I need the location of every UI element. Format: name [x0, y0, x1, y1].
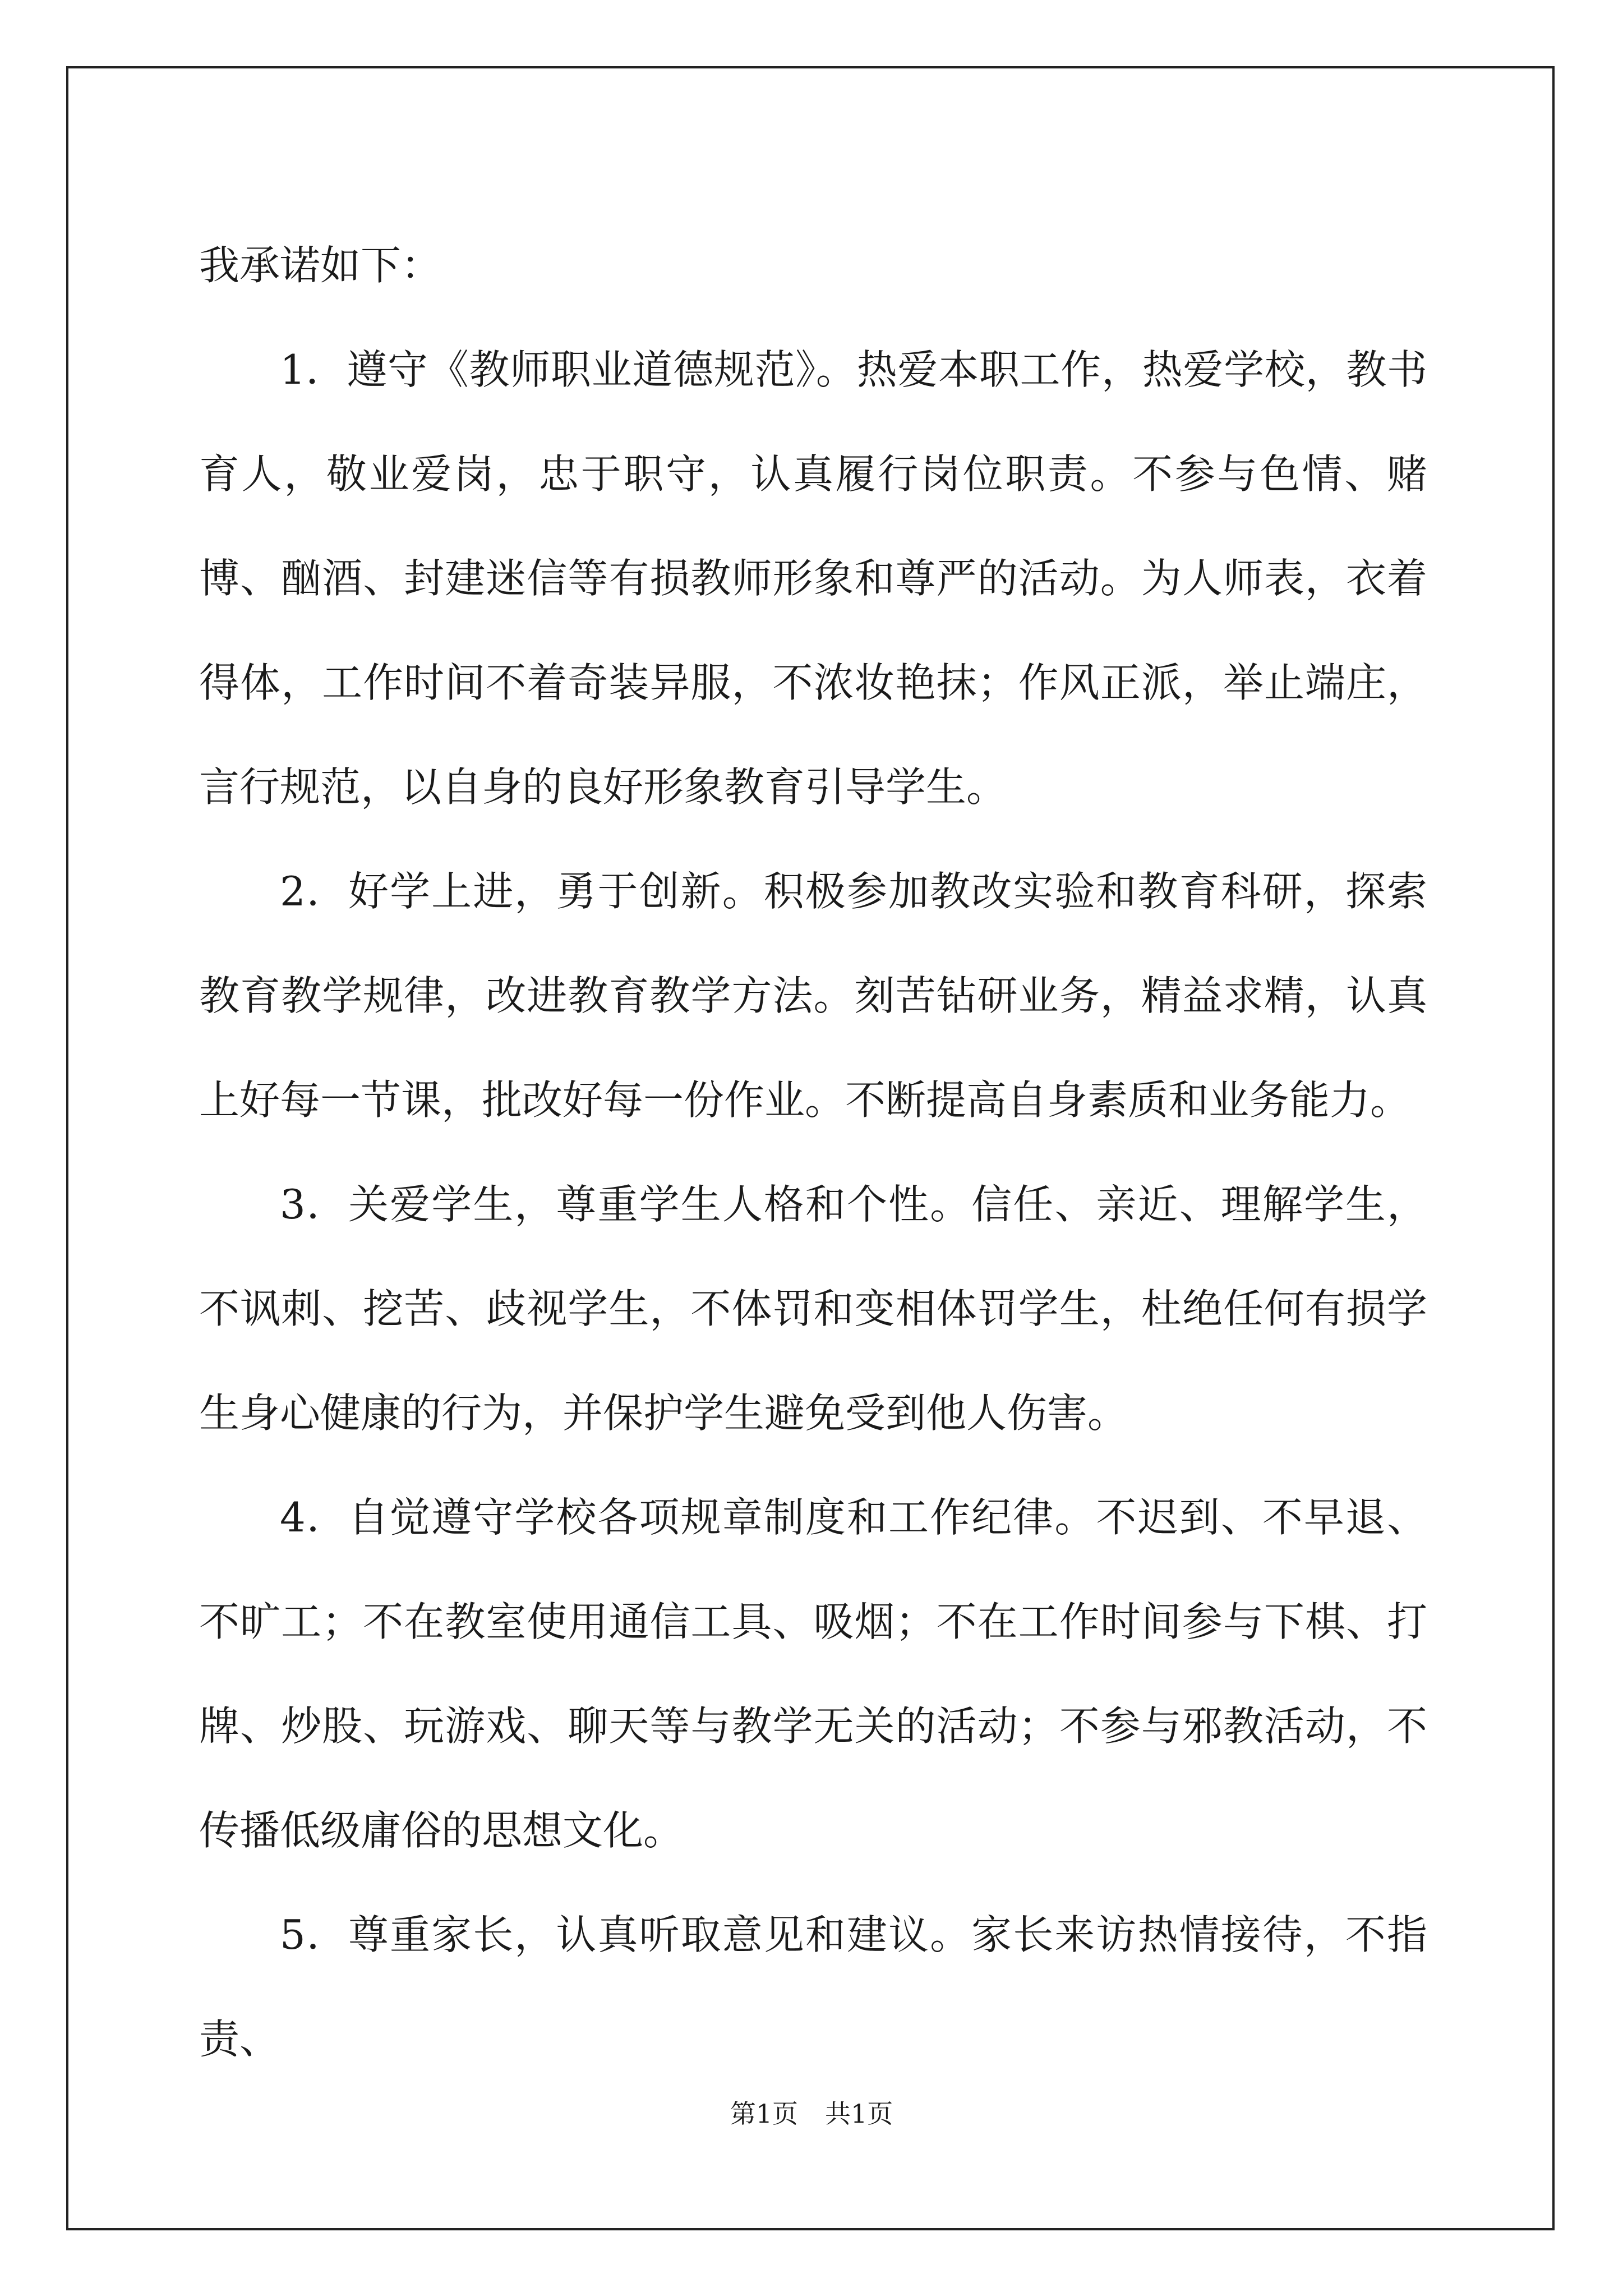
commitment-item-2: 2．好学上进，勇于创新。积极参加教改实验和教育科研，探索教育教学规律，改进教育教学方法。刻苦钻研业务，精益求精，认真上好每一节课，批改好每一份作业。不断提高自身素质和业务能力。: [199, 868, 1427, 1124]
commitment-item-4: 4．自觉遵守学校各项规章制度和工作纪律。不迟到、不早退、不旷工；不在教室使用通信工具、吸烟；不在工作时间参与下棋、打牌、炒股、玩游戏、聊天等与教学无关的活动；不参与邪教活动，不传播低级庸俗的思想文化。: [199, 1494, 1427, 1854]
commitment-item-5: 5．尊重家长，认真听取意见和建议。家长来访热情接待，不指责、: [199, 1911, 1427, 2063]
page-number-current: 第1页: [730, 2099, 798, 2129]
page-number-total: 共1页: [825, 2099, 893, 2129]
commitment-item-3: 3．关爱学生，尊重学生人格和个性。信任、亲近、理解学生，不讽刺、挖苦、歧视学生，不体罚和变相体罚学生，杜绝任何有损学生身心健康的行为，并保护学生避免受到他人伤害。: [199, 1181, 1427, 1437]
page-footer: [0, 2097, 1623, 2131]
document-body: [199, 213, 1427, 2091]
commitment-item-1: 1．遵守《教师职业道德规范》。热爱本职工作，热爱学校，教书育人，敬业爱岗，忠于职守，认真履行岗位职责。不参与色情、赌博、酗酒、封建迷信等有损教师形象和尊严的活动。为人师表，衣着得体，工作时间不着奇装异服，不浓妆艳抹；作风正派，举止端庄，言行规范，以自身的良好形象教育引导学生。: [199, 346, 1427, 811]
intro-line: 我承诺如下：: [199, 242, 442, 289]
